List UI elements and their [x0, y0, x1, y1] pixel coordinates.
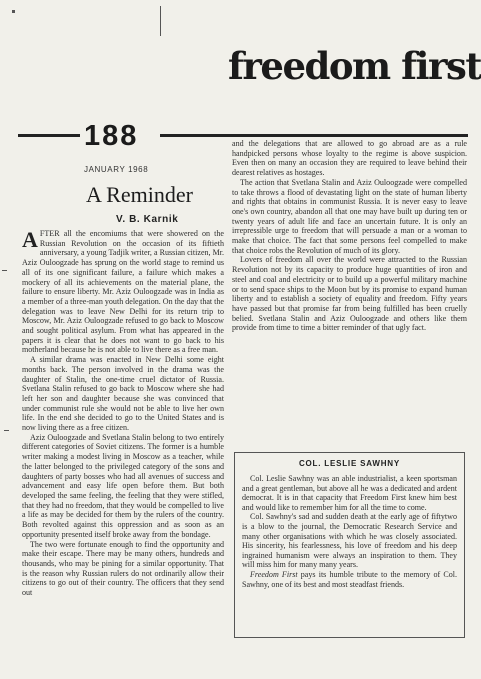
article-paragraph: Lovers of freedom all over the world were attracted to the Russian Revolution not by its capacity to produce huge quantities of iron and steel and coal and electricity or to build up a powerful military machine or to send space ships to the Moon but by its promise to expand human liberty and to establish a society of equality and freedom. Fifty years have passed but that promise far from being fulfilled has been cruelly belied. Svetlana Stalin and Aziz Ouloogzade and others like them provide from time to time a bitter reminder of that ugly fact.: [232, 255, 467, 333]
header-rule-right: [160, 134, 468, 137]
article-paragraph: AFTER all the encomiums that were showered on the Russian Revolution on the occasion of its fiftieth anniversary, a young Tadjik writer, a Russian citizen, Mr. Aziz Ouloogzade has sprung on the world stage to remind us all of its one significant failure, a failure which makes a mockery of all its achievements on the material plane, the failure to ensure liberty. Mr. Aziz Ouloogzade was in India as a member of a three-man youth delegation. On the day that the delegation was to leave New Delhi for its return trip to Moscow, Mr. Aziz Ouloogzade refused to go back to Moscow and sought political asylum. From what has appeared in the papers it is clear that he does not want to go back to his motherland because he is not able to live there as a free man.: [22, 227, 224, 355]
article-paragraph: Aziz Ouloogzade and Svetlana Stalin belong to two entirely different categories of Soviet citizens. The former is a humble writer making a modest living in Moscow as a teacher, while the latter belonged to the privileged category of the sons and daughters of party bosses who had all avenues of success and advancement and easy life open before them. But both developed the same feeling, the feeling that they were stifled, that they had no freedom, that they would be compelled to live a life as may be decided for them by the rulers of the country. Both revolted against this oppression and as soon as an opportunity presented itself broke away from the bondage.: [22, 432, 225, 539]
article-paragraph: A similar drama was enacted in New Delhi some eight months back. The person involved in the drama was the daughter of Stalin, the one-time cruel dictator of Russia. Svetlana Stalin refused to go back to Moscow where she had left her son and daughter because she was convinced that under communist rule she would not be able to live her own life. In the end she decided to go to the United States and is now living there as a free citizen.: [22, 355, 224, 433]
scan-mark: [12, 10, 15, 13]
issue-date: JANUARY 1968: [84, 165, 149, 174]
article-paragraph: and the delegations that are allowed to go abroad are as a rule handpicked persons whose loyalty to the regime is above suspicion. Even then on many an occasion they are required to leave behind their dearest relatives as hostages.: [232, 139, 467, 178]
drop-cap: A: [22, 227, 38, 252]
tribute-paragraph: Freedom First pays its humble tribute to the memory of Col. Sawhny, one of its best and most steadfast friends.: [242, 569, 457, 589]
article-paragraph: The two were fortunate enough to find the opportunity and make their escape. There may be many others, hundreds and thousands, who may be pining for a similar opportunity. That is the reason why Russian rulers do not ordinarily allow their citizens to go out of their country. The officers that they send out: [22, 539, 224, 598]
scan-mark: [2, 270, 7, 271]
article-paragraph: The action that Svetlana Stalin and Aziz Ouloogzade were compelled to take throws a flood of devastating light on the state of human liberty and rights that obtains in communist Russia. It is never easy to leave one's own country, abandon all that one may have built up during ten or twenty years of adult life and face an uncertain future. It is only an irrepressible urge to freedom that will persuade a man or a woman to make that choice. The fact that some persons feel compelled to make that choice robs the Revolution of much of its glory.: [232, 177, 467, 255]
article-column-left: [22, 229, 224, 598]
header-rule-left: [18, 134, 80, 137]
article-title: A Reminder: [86, 182, 193, 207]
masthead-logo: freedom first: [228, 44, 481, 88]
tribute-body: [242, 474, 457, 589]
tribute-paragraph: Col. Leslie Sawhny was an able industrialist, a keen sportsman and a great gentleman, but above all he was a dedicated and ardent democrat. It is in that capacity that Freedom First knew him best and would like to remember him for all the time to come.: [242, 474, 457, 512]
article-author: V. B. Karnik: [116, 214, 179, 225]
scan-mark: [4, 430, 9, 431]
tribute-paragraph: Col. Sawhny's sad and sudden death at the early age of fiftytwo is a blow to the journal, the Democratic Research Service and many other organisations with which he was closely associated. His sincerity, his fearlessness, his love of freedom and his deep ingrained humanism were always an inspiration to them. They will miss him for many many years.: [242, 512, 457, 570]
scan-mark: [160, 6, 161, 36]
tribute-title: COL. LESLIE SAWHNY: [298, 459, 401, 468]
article-column-right: [232, 139, 467, 333]
tribute-box: [234, 452, 465, 638]
issue-number: 188: [84, 120, 139, 152]
